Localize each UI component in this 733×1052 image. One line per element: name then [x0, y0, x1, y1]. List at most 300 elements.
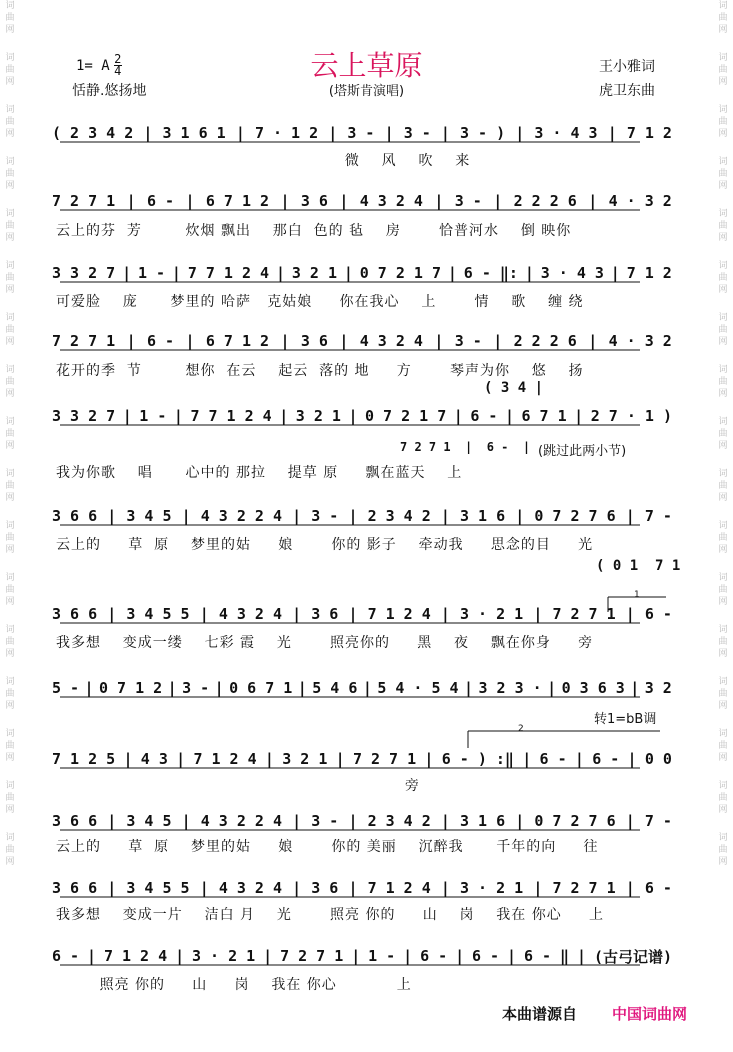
measure: 6 -	[644, 879, 672, 897]
measure: 4 3 2 4	[218, 879, 283, 897]
watermark-char: 词	[718, 625, 728, 635]
measure: 6 -	[420, 947, 448, 965]
measure: 3 · 2 1	[192, 947, 256, 965]
barline: |	[87, 947, 97, 965]
measure: 3 -	[454, 332, 482, 350]
watermark-group	[718, 208, 727, 244]
watermark-char: 曲	[5, 273, 15, 283]
barline: |	[171, 264, 181, 282]
measure: 7 -	[644, 507, 672, 525]
measure: 3 2 1	[295, 407, 341, 425]
score-line	[52, 330, 672, 352]
measure: 3 6	[311, 879, 339, 897]
barline: |	[107, 879, 117, 897]
watermark-char: 词	[718, 573, 728, 583]
barline: |	[434, 332, 444, 350]
measure: 3 4 5	[126, 507, 172, 525]
barline: |	[167, 679, 177, 697]
watermark-char: 网	[5, 129, 15, 139]
score-line	[52, 122, 672, 144]
watermark-group	[718, 468, 727, 504]
watermark-char: 曲	[718, 65, 728, 75]
barline: |	[348, 812, 358, 830]
score-line	[52, 945, 672, 967]
barline: |	[292, 879, 302, 897]
lyric-line: 我多想 变成一片 洁白 月 光 照亮 你的 山 岗 我在 你心 上	[56, 907, 605, 923]
watermark-char: 网	[718, 181, 728, 191]
measure: 5 4 6	[312, 679, 358, 697]
lyric-line: 可爱脸 庞 梦里的 哈萨 克姑娘 你在我心 上 情 歌 缠 绕	[56, 294, 584, 310]
alt-measure: ( 3 4 |	[484, 380, 544, 396]
watermark-char: 词	[5, 313, 15, 323]
watermark-char: 曲	[5, 65, 15, 75]
watermark-char: 网	[5, 701, 15, 711]
measure: 3 3 2 7	[52, 407, 116, 425]
measure: 7 2 7 1	[352, 750, 417, 768]
watermark-char: 词	[718, 365, 728, 375]
watermark-group	[5, 624, 14, 660]
watermark-char: 曲	[5, 481, 15, 491]
watermark-char: 曲	[718, 273, 728, 283]
barline: |	[292, 605, 302, 623]
measure: ( 2 3 4 2	[52, 124, 134, 142]
watermark-char: 网	[5, 389, 15, 399]
measure: 3 - )	[460, 124, 506, 142]
measure: 6 7 1 2	[205, 192, 270, 210]
barline: |	[339, 332, 349, 350]
measure: 7 -	[644, 812, 672, 830]
watermark-char: 网	[5, 181, 15, 191]
watermark-char: 曲	[718, 741, 728, 751]
barline: |	[574, 407, 584, 425]
watermark-group	[5, 520, 14, 556]
watermark-char: 曲	[718, 793, 728, 803]
lyric-line: 我多想 变成一缕 七彩 霞 光 照亮你的 黑 夜 飘在你身 旁	[56, 635, 594, 651]
measure: 3 · 2 1	[460, 879, 524, 897]
score-line	[52, 262, 672, 284]
barline: |	[493, 332, 503, 350]
measure: 6 -	[472, 947, 500, 965]
watermark-char: 词	[718, 1, 728, 11]
watermark-char: 网	[718, 441, 728, 451]
watermark-char: 曲	[718, 845, 728, 855]
barline: |	[185, 332, 195, 350]
watermark-char: 网	[5, 493, 15, 503]
watermark-char: 词	[718, 313, 728, 323]
watermark-char: 网	[718, 389, 728, 399]
volta-1-label: 1	[634, 590, 640, 600]
barline: |	[440, 812, 450, 830]
volta-2-label: 2	[518, 724, 524, 734]
source-label: 本曲谱源自	[502, 1005, 578, 1023]
measure: 3 1 6	[460, 812, 506, 830]
barline: |	[181, 812, 191, 830]
watermark-char: 词	[5, 105, 15, 115]
key-label: 1= A	[76, 57, 110, 74]
watermark-char: 曲	[718, 169, 728, 179]
measure: 3 6 6	[52, 605, 98, 623]
watermark-char: 词	[718, 417, 728, 427]
watermark-group	[718, 0, 727, 36]
measure: 3 -	[182, 679, 210, 697]
measure: 7 1 2 4	[367, 879, 431, 897]
watermark-char: 词	[5, 781, 15, 791]
watermark-char: 词	[5, 417, 15, 427]
watermark-char: 词	[5, 157, 15, 167]
barline: |	[292, 507, 302, 525]
measure: 0 0	[644, 750, 672, 768]
barline: |	[440, 507, 450, 525]
watermark-group	[718, 780, 727, 816]
watermark-char: 词	[718, 469, 728, 479]
watermark-char: 网	[5, 77, 15, 87]
barline: |	[455, 947, 465, 965]
watermark-group	[718, 572, 727, 608]
watermark-char: 网	[718, 493, 728, 503]
watermark-char: 曲	[5, 533, 15, 543]
measure: 3 2 3 ·	[478, 679, 542, 697]
barline: |	[630, 679, 640, 697]
measure: 2 7 · 1 )	[590, 407, 672, 425]
watermark-char: 网	[5, 805, 15, 815]
lyric-line: 云上的芬 芳 炊烟 飘出 那白 色的 毡 房 恰普河水 倒 映你	[56, 223, 572, 239]
barline: |	[574, 750, 584, 768]
watermark-char: 词	[5, 365, 15, 375]
watermark-group	[5, 0, 14, 36]
measure: 6 -	[592, 750, 620, 768]
watermark-char: 网	[5, 25, 15, 35]
watermark-char: 曲	[5, 637, 15, 647]
watermark-char: 词	[5, 521, 15, 531]
barline: |	[107, 507, 117, 525]
barline: |	[507, 947, 517, 965]
modulation-note: 转1=bB调	[594, 712, 657, 727]
watermark-char: 曲	[718, 117, 728, 127]
skip-measures: 7 2 7 1 | 6 - |	[400, 440, 531, 454]
measure: 7 1 2	[626, 264, 672, 282]
watermark-group	[718, 520, 727, 556]
watermark-char: 网	[718, 753, 728, 763]
watermark-char: 词	[718, 53, 728, 63]
measure: 7 2 7 1	[52, 192, 116, 210]
measure: 0 3 6 3	[561, 679, 625, 697]
measure: 7 · 1 2	[254, 124, 319, 142]
measure: 0 6 7 1	[229, 679, 293, 697]
barline: |	[297, 679, 307, 697]
measure: 3 6	[311, 605, 339, 623]
barline: |	[403, 947, 413, 965]
lyric-line: 花开的季 节 想你 在云 起云 落的 地 方 琴声为你 悠 扬	[56, 363, 584, 379]
measure: 6 - ‖	[523, 947, 570, 965]
watermark-char: 词	[5, 833, 15, 843]
barline: |	[515, 124, 525, 142]
measure: 3 -	[311, 507, 339, 525]
measure: 1 -	[139, 407, 167, 425]
watermark-char: 网	[718, 129, 728, 139]
measure: 3 -	[403, 124, 431, 142]
measure: 4 · 3 2	[608, 332, 672, 350]
watermark-char: 曲	[5, 221, 15, 231]
measure: 7 1 2 4	[103, 947, 168, 965]
measure: 4 3 2 2 4	[200, 812, 283, 830]
measure: 0 7 1 2	[99, 679, 163, 697]
measure: 4 3 2 2 4	[200, 507, 283, 525]
watermark-char: 词	[718, 677, 728, 687]
watermark-char: 网	[5, 753, 15, 763]
watermark-char: 网	[718, 857, 728, 867]
watermark-char: 网	[718, 805, 728, 815]
barline: |	[335, 750, 345, 768]
watermark-char: 词	[718, 209, 728, 219]
source-site-link[interactable]: 中国词曲网	[612, 1005, 688, 1023]
barline: |	[351, 947, 361, 965]
watermark-char: 曲	[718, 429, 728, 439]
barline: |	[547, 679, 557, 697]
measure: 3 2	[644, 679, 672, 697]
watermark-char: 曲	[5, 845, 15, 855]
barline: |	[533, 879, 543, 897]
watermark-char: 网	[5, 441, 15, 451]
barline: |	[424, 750, 434, 768]
watermark-group	[5, 728, 14, 764]
measure: 6 7 1	[521, 407, 567, 425]
barline: |	[199, 879, 209, 897]
barline: |	[625, 812, 635, 830]
lyric-line: 旁	[56, 778, 420, 794]
watermark-group	[718, 364, 727, 400]
measure: 3 2 1	[291, 264, 337, 282]
watermark-char: 词	[5, 469, 15, 479]
watermark-group	[5, 156, 14, 192]
barline: |	[275, 264, 285, 282]
watermark-char: 词	[5, 677, 15, 687]
measure: 7 2 7 1	[52, 332, 116, 350]
score-line	[52, 748, 672, 770]
barline: |	[440, 879, 450, 897]
measure: 6 -	[147, 332, 175, 350]
measure: 7 2 7 1	[280, 947, 344, 965]
measure: 7 1 2 4	[367, 605, 431, 623]
barline: |	[181, 507, 191, 525]
watermark-group	[718, 416, 727, 452]
watermark-char: 曲	[5, 429, 15, 439]
performer: (塔斯肯演唱)	[328, 84, 405, 99]
score-line	[52, 877, 672, 899]
watermark-group	[718, 156, 727, 192]
watermark-char: 曲	[718, 13, 728, 23]
measure: 7 1 2 4	[193, 750, 257, 768]
watermark-char: 曲	[5, 689, 15, 699]
barline: |	[176, 750, 186, 768]
watermark-char: 网	[718, 597, 728, 607]
barline: |	[447, 264, 457, 282]
measure: 4 · 3 2	[608, 192, 672, 210]
watermark-group	[5, 780, 14, 816]
watermark-char: 曲	[5, 793, 15, 803]
barline: |	[362, 679, 372, 697]
watermark-char: 网	[718, 25, 728, 35]
watermark-char: 网	[5, 545, 15, 555]
measure: 2 2 2 6	[513, 192, 577, 210]
score-line	[52, 603, 672, 625]
watermark-char: 曲	[718, 221, 728, 231]
watermark-char: 词	[5, 261, 15, 271]
score-line	[52, 810, 672, 832]
measure: 6 -	[644, 605, 672, 623]
barline: |	[328, 124, 338, 142]
measure: 3 3 2 7	[52, 264, 116, 282]
barline: |	[515, 507, 525, 525]
watermark-char: 词	[718, 781, 728, 791]
barline: |	[440, 605, 450, 623]
measure: 0 7 2 7 6	[534, 507, 616, 525]
barline: |	[607, 124, 617, 142]
barline: |	[84, 679, 94, 697]
score-header	[0, 40, 733, 110]
watermark-group	[5, 468, 14, 504]
measure: 5 -	[52, 679, 80, 697]
watermark-char: 词	[718, 521, 728, 531]
measure: 0 7 2 1 7	[359, 264, 442, 282]
watermark-char: 曲	[718, 689, 728, 699]
pickup-notes: ( 0 1 7 1	[596, 558, 681, 574]
score-line	[52, 677, 672, 699]
watermark-group	[718, 260, 727, 296]
watermark-char: 词	[5, 729, 15, 739]
watermark-char: 网	[5, 649, 15, 659]
barline: |	[627, 750, 637, 768]
barline: |	[199, 605, 209, 623]
score-line	[52, 190, 672, 212]
watermark-group	[5, 832, 14, 868]
watermark-group	[718, 832, 727, 868]
barline: |	[173, 407, 183, 425]
barline: |	[434, 192, 444, 210]
watermark-group	[718, 676, 727, 712]
barline: |	[280, 192, 290, 210]
barline: |	[464, 679, 474, 697]
barline: |	[292, 812, 302, 830]
measure: 4 3 2 4	[359, 192, 423, 210]
barline: |	[610, 264, 620, 282]
measure: (古弓记谱)	[593, 947, 672, 966]
composer: 虎卫东曲	[599, 83, 655, 99]
measure: 6 -	[147, 192, 175, 210]
measure: 1 -	[137, 264, 166, 282]
measure: 3 -	[311, 812, 339, 830]
measure: 3 4 5 5	[126, 879, 190, 897]
barline: |	[279, 407, 289, 425]
watermark-char: 曲	[718, 637, 728, 647]
measure: 5 4 · 5 4	[377, 679, 459, 697]
measure: 3 4 5	[126, 812, 172, 830]
watermark-char: 曲	[5, 377, 15, 387]
barline: |	[107, 605, 117, 623]
barline: |	[453, 407, 463, 425]
barline: |	[533, 605, 543, 623]
watermark-group	[5, 208, 14, 244]
barline: |	[504, 407, 514, 425]
watermark-char: 词	[5, 625, 15, 635]
barline: |	[384, 124, 394, 142]
watermark-char: 词	[5, 53, 15, 63]
barline: |	[185, 192, 195, 210]
barline: |	[348, 879, 358, 897]
measure: 3 6	[300, 192, 328, 210]
measure: 7 1 2	[626, 124, 672, 142]
barline: |	[515, 812, 525, 830]
measure: 3 4 5 5	[126, 605, 190, 623]
measure: 7 1 2 5	[52, 750, 116, 768]
watermark-group	[5, 312, 14, 348]
measure: 6 -	[539, 750, 567, 768]
measure: 3 · 4 3	[540, 264, 604, 282]
watermark-char: 曲	[5, 741, 15, 751]
measure: 3 6	[300, 332, 328, 350]
measure: 6 7 1 2	[205, 332, 270, 350]
measure: 7 7 1 2 4	[190, 407, 272, 425]
watermark-group	[718, 728, 727, 764]
barline: |	[263, 947, 273, 965]
barline: |	[339, 192, 349, 210]
barline: |	[588, 332, 598, 350]
measure: 3 6 6	[52, 507, 98, 525]
measure: 2 2 2 6	[513, 332, 577, 350]
barline: |	[122, 264, 132, 282]
watermark-char: 网	[5, 285, 15, 295]
measure: 0 7 2 7 6	[534, 812, 616, 830]
barline: |	[524, 264, 534, 282]
measure: 7 2 7 1	[552, 879, 616, 897]
measure: 3 · 2 1	[460, 605, 524, 623]
watermark-char: 网	[5, 597, 15, 607]
measure: 6 - ‖:	[463, 264, 518, 282]
barline: |	[625, 507, 635, 525]
watermark-char: 网	[718, 337, 728, 347]
watermark-group	[718, 624, 727, 660]
watermark-char: 曲	[5, 325, 15, 335]
watermark-right	[715, 0, 731, 1052]
measure: 3 -	[347, 124, 375, 142]
watermark-char: 曲	[718, 481, 728, 491]
measure: 3 6 6	[52, 812, 98, 830]
barline: |	[577, 947, 587, 965]
barline: |	[107, 812, 117, 830]
measure: 6 -	[470, 407, 498, 425]
watermark-char: 词	[718, 833, 728, 843]
watermark-char: 词	[718, 157, 728, 167]
watermark-left	[2, 0, 18, 1052]
lyric-line: 云上的 草 原 梦里的姑 娘 你的 影子 牵动我 思念的目 光	[56, 537, 594, 553]
watermark-char: 网	[5, 337, 15, 347]
watermark-char: 网	[718, 233, 728, 243]
measure: 4 3 2 4	[218, 605, 283, 623]
watermark-char: 曲	[718, 377, 728, 387]
measure: 6 - ) :‖	[441, 750, 514, 768]
measure: 3 · 4 3	[534, 124, 598, 142]
watermark-char: 曲	[5, 169, 15, 179]
barline: |	[348, 407, 358, 425]
barline: |	[264, 750, 274, 768]
score-line	[52, 405, 672, 427]
barline: |	[235, 124, 245, 142]
barline: |	[126, 332, 136, 350]
watermark-char: 曲	[718, 585, 728, 595]
barline: |	[493, 192, 503, 210]
barline: |	[348, 507, 358, 525]
barline: |	[625, 879, 635, 897]
measure: 3 6 6	[52, 879, 98, 897]
